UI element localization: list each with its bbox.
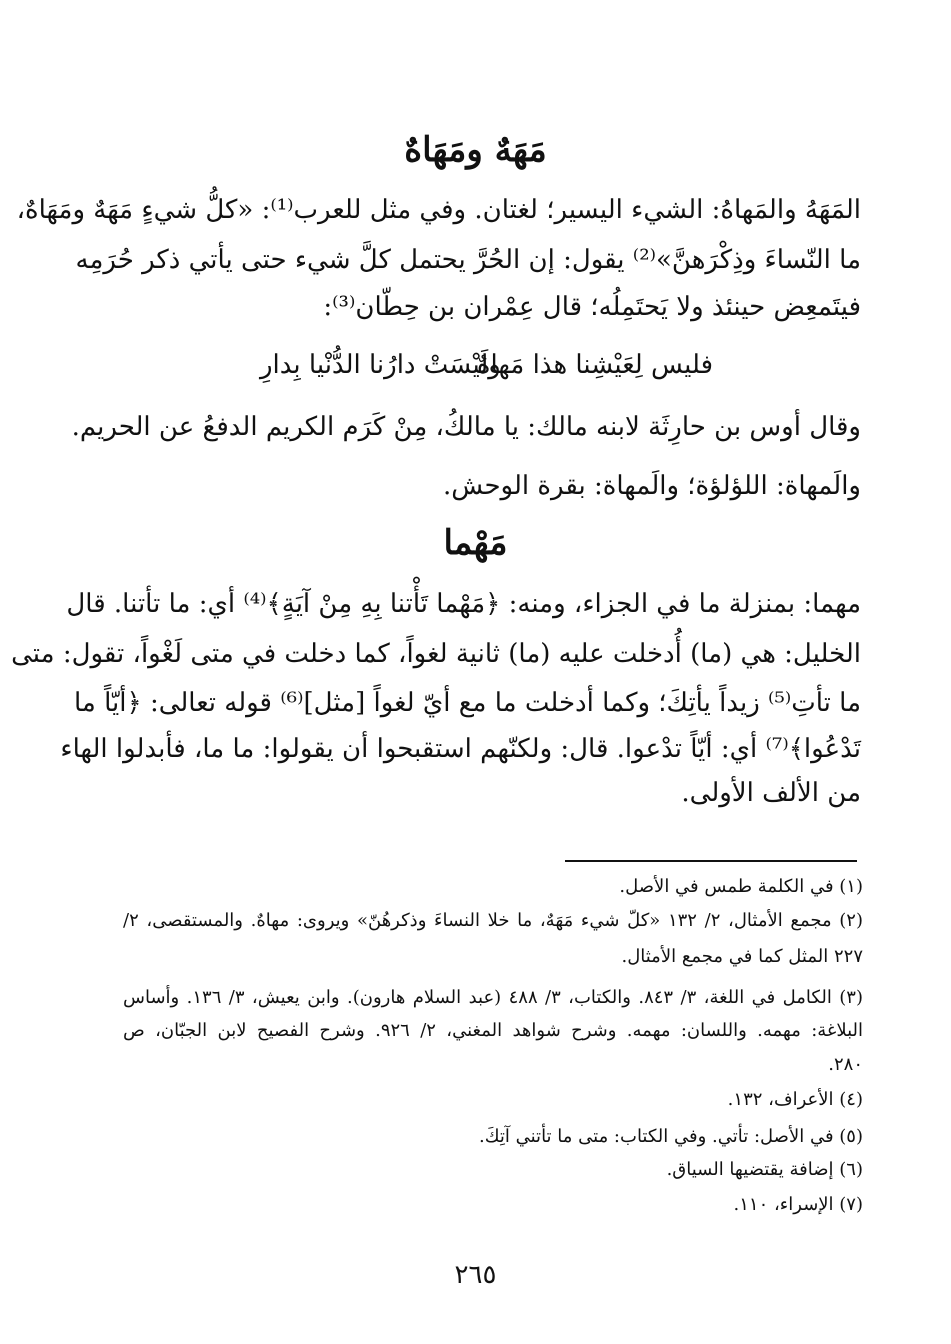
entry-text-line: ما النّساءَ وذِكْرَهنَّ»⁽²⁾ يقول: إن الحُرَّ يحتمل كلَّ شيء حتى يأتي ذكر حُرَمِه — [75, 245, 861, 275]
entry-text-line: والَمهاة: اللؤلؤة؛ والَمهاة: بقرة الوحش. — [443, 471, 861, 501]
footnote: ٢٢٧ المثل كما في مجمع الأمثال. — [621, 946, 863, 967]
entry-text-line: وقال أوس بن حارِثَة لابنه مالك: يا مالكُ، مِنْ كَرَم الكريم الدفعُ عن الحريم. — [71, 412, 861, 442]
entry-heading-mahah: مَهَهٌ ومَهَاهٌ — [404, 130, 547, 170]
entry-text-line: الخليل: هي (ما) أُدخلت عليه (ما) ثانية لغواً، كما دخلت في متى لَغْواً، تقول: متى — [11, 639, 861, 669]
footnote: (٤) الأعراف، ١٣٢. — [727, 1089, 863, 1110]
entry-text-line: المَهَهُ والمَهاهُ: الشيء اليسير؛ لغتان. وفي مثل للعرب⁽¹⁾: «كلُّ شيءٍ مَهَهٌ ومَهَاهٌ، — [16, 195, 861, 225]
footnote: (٧) الإسراء، ١١٠. — [733, 1194, 863, 1215]
footnote: (٦) إضافة يقتضيها السياق. — [666, 1159, 863, 1180]
footnote: البلاغة: مهمه. واللسان: مهمه. وشرح شواهد المغني، ٢/ ٩٢٦. وشرح الفصيح لابن الجبّان، ص — [123, 1020, 864, 1041]
entry-text-line: فيتَمعِض حينئذ ولا يَحتَمِلُه؛ قال عِمْران بن حِطّان⁽³⁾: — [323, 292, 861, 322]
entry-text-line: تَدْعُوا﴾⁽⁷⁾ أي: أيّاً تدْعوا. قال: ولكنّهم استقبحوا أن يقولوا: ما ما، فأبدلوا الهاء — [60, 734, 861, 764]
footnote: ٢٨٠. — [828, 1054, 863, 1075]
entry-text-line: مهما: بمنزلة ما في الجزاء، ومنه: ﴿مَهْما تَأْتنا بِهِ مِنْ آيَةٍ﴾⁽⁴⁾ أي: ما تأتنا. قال — [66, 589, 861, 619]
footnote: (١) في الكلمة طمس في الأصل. — [619, 876, 863, 897]
footnote: (٢) مجمع الأمثال، ٢/ ١٣٢ «كلّ شيء مَهَهٌ، ما خلا النساءَ وذكرهُنّ» ويروى: مهاهٌ. والمستقصى، ٢/ — [123, 910, 863, 931]
entry-heading-mahma: مَهْما — [443, 523, 508, 563]
footnote: (٥) في الأصل: تأتي. وفي الكتاب: متى ما تأتني آتِكَ. — [479, 1126, 863, 1147]
verse-hemistich-left: ولَيْسَتْ دارُنا الدُّنْيا بِدارِ — [260, 350, 501, 380]
verse-hemistich-right: فليس لِعَيْشِنا هذا مَهاهٌ — [476, 350, 713, 380]
footnote-separator — [565, 860, 857, 862]
page-number: ٢٦٥ — [454, 1260, 497, 1290]
footnote: (٣) الكامل في اللغة، ٣/ ٨٤٣. والكتاب، ٣/ ٤٨٨ (عبد السلام هارون). وابن يعيش، ٣/ ١٣٦. وأساس — [123, 987, 863, 1008]
entry-text-line: ما تأتِ⁽⁵⁾ زيداً يأتِكَ؛ وكما أدخلت ما مع أيّ لغواً [مثل]⁽⁶⁾ قوله تعالى: ﴿أيّاً ما — [73, 688, 861, 718]
entry-text-line: من الألف الأولى. — [681, 778, 861, 808]
